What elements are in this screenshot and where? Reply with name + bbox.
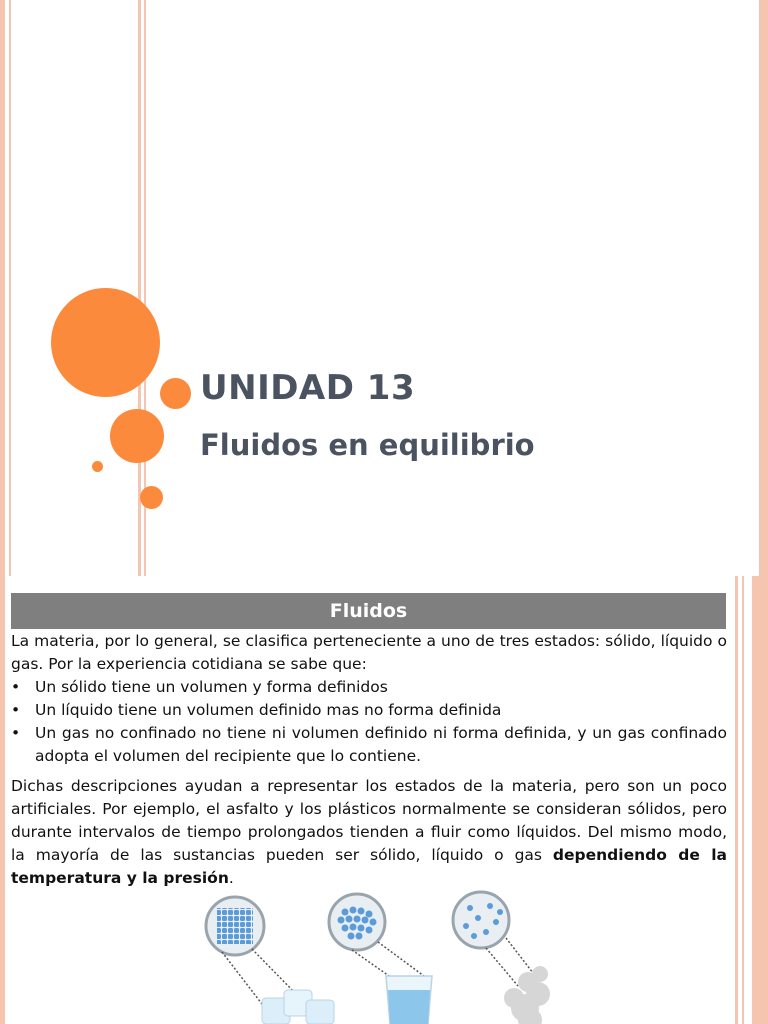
states-of-matter-illustration (0, 886, 768, 1024)
paragraph-text: Dichas descripciones ayudan a representar los estados de la materia, pero son un poco artificiales. Por ejemplo, el asfalto y los plásticos normalmente se consideran sólidos, pero durante intervalos de tiempo prolongados tienden a fluir como líquidos. Del mismo modo, la mayoría de las sustancias pueden ser sólido, líquido o gas (11, 777, 727, 864)
bullet-marker: • (11, 701, 21, 719)
list-item (11, 699, 727, 722)
bullet-marker: • (11, 678, 21, 696)
small-orange-circle (160, 378, 191, 409)
intro-paragraph: La materia, por lo general, se clasifica perteneciente a uno de tres estados: sólido, líquido o gas. Por la experiencia cotidiana se sabe que: (11, 632, 727, 673)
states-list (11, 676, 727, 768)
section-header: Fluidos (11, 593, 726, 629)
list-item-text: Un gas no confinado no tiene ni volumen definido ni forma definida, y un gas confinado adopta el volumen del recipiente que lo contiene. (35, 724, 727, 765)
slide-title: UNIDAD 13 (200, 368, 416, 408)
water-glass-icon (329, 894, 432, 1024)
paragraph-bold-text: dependiendo de la temperatura y la presión (11, 846, 727, 887)
explanation-paragraph (11, 775, 727, 890)
list-item (11, 676, 727, 699)
content-slide (0, 576, 768, 1024)
slide-subtitle: Fluidos en equilibrio (200, 428, 535, 462)
paragraph-end: . (228, 869, 234, 887)
list-item-text: Un líquido tiene un volumen definido mas no forma definida (35, 701, 502, 719)
right-border-stripe (759, 0, 768, 576)
bullet-marker: • (11, 724, 21, 742)
tiny-orange-circle (92, 461, 103, 472)
left-border-stripe-thin (9, 0, 11, 576)
vertical-stripe (138, 0, 141, 576)
medium-orange-circle (110, 409, 164, 463)
list-item (11, 722, 727, 768)
ice-cubes-icon (206, 897, 334, 1024)
steam-icon (453, 892, 550, 1024)
large-orange-circle (51, 288, 160, 397)
small-orange-circle-2 (140, 486, 163, 509)
list-item-text: Un sólido tiene un volumen y forma definidos (35, 678, 388, 696)
left-border-stripe (0, 0, 5, 576)
